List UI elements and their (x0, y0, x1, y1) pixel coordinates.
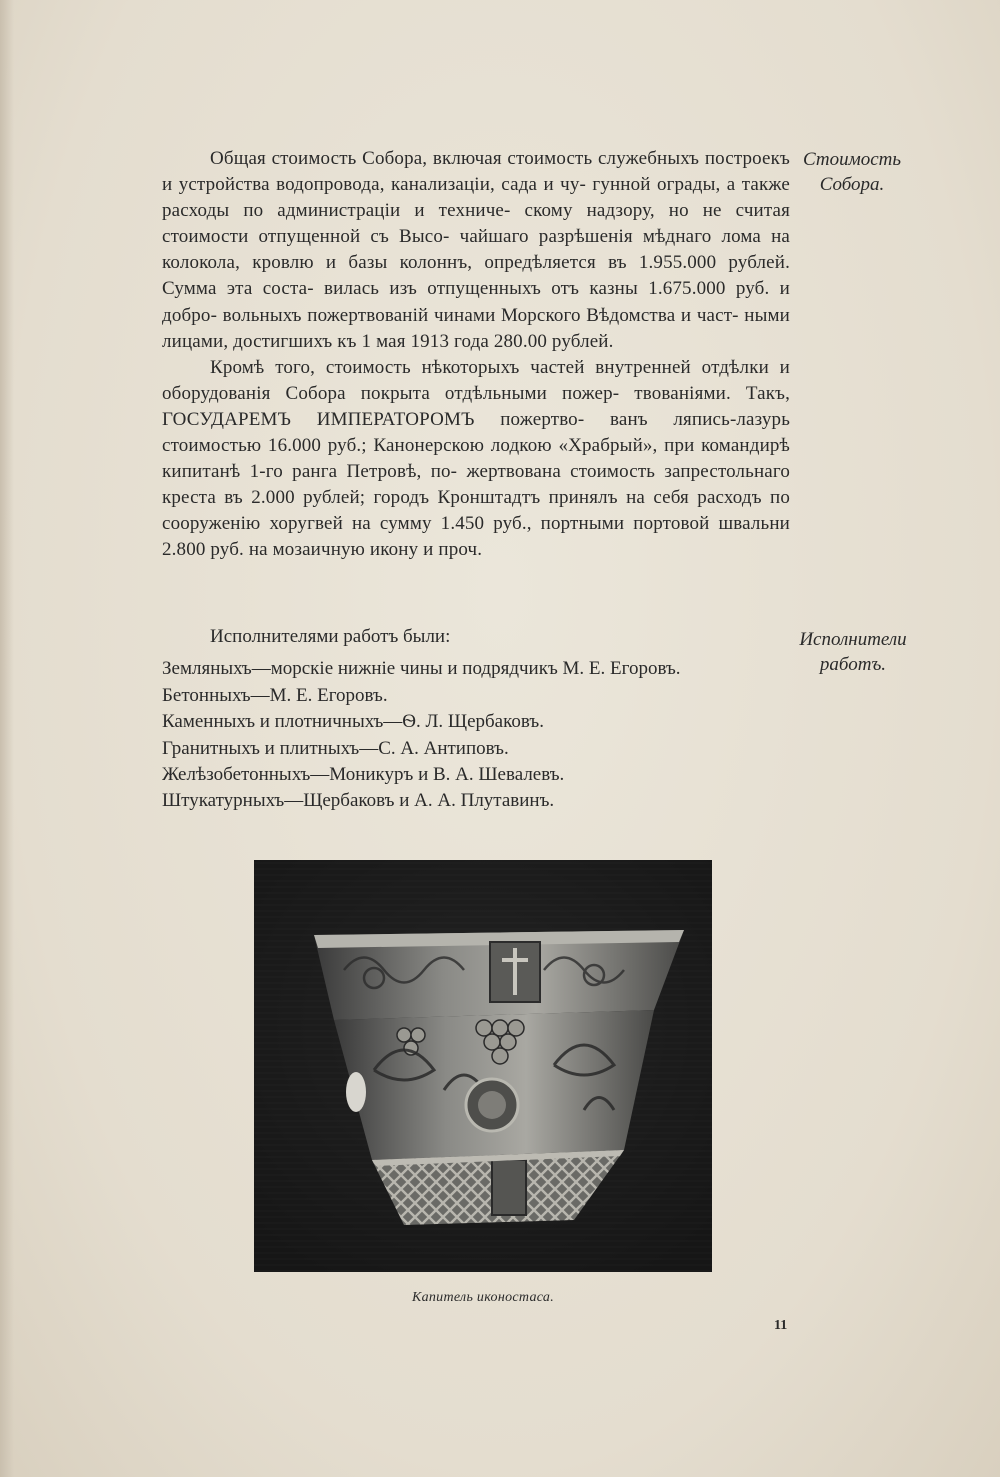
text-line: гунной ограды, а также расходы по администраціи и техниче- (162, 174, 790, 222)
page-edge-shadow (0, 0, 14, 1477)
margin-note-line: Собора. (819, 174, 885, 195)
text-line: хоругвей на сумму 1.450 руб., портными портовой швальни (269, 513, 790, 535)
worker-row: Гранитныхъ и плитныхъ—С. А. Антиповъ. (162, 737, 509, 759)
worker-row: Бетонныхъ—М. Е. Егоровъ. (162, 684, 388, 706)
text-line: вольныхъ пожертвованій чинами Морского Вѣдомства и част- (222, 304, 739, 326)
paragraph-cost (162, 146, 790, 355)
worker-row: Каменныхъ и плотничныхъ—Ѳ. Л. Щербаковъ. (162, 711, 544, 733)
text-line: ными лицами, достигшихъ къ 1 мая 1913 года 280.00 рублей. (162, 304, 790, 352)
capital-illustration (254, 860, 712, 1272)
worker-row: Штукатурныхъ—Щербаковъ и А. А. Плутавинъ. (162, 790, 555, 812)
figure-caption: Капитель иконостаса. (411, 1290, 555, 1305)
text-line: вилась изъ отпущенныхъ отъ казны 1.675.000 руб. и добро- (162, 278, 790, 326)
margin-note-line: Стоимость (802, 149, 902, 170)
text-line: ванъ ляпись-лазурь стоимостью 16.000 руб.; Канонерскою лодкою (162, 408, 791, 457)
worker-row: Желѣзобетонныхъ—Моникуръ и В. А. Шевалевъ. (162, 764, 565, 786)
margin-note-line: работъ. (819, 654, 887, 675)
worker-row: Земляныхъ—морскіе нижніе чины и подрядчикъ М. Е. Егоровъ. (162, 658, 681, 680)
margin-note-line: Исполнители (799, 629, 907, 650)
workers-intro: Исполнителями работъ были: (210, 626, 451, 647)
text-line: чайшаго разрѣшенія мѣднаго лома на колокола, кровлю и базы (162, 226, 791, 274)
paragraph-donations (162, 355, 790, 564)
text-line: скому надзору, но не считая стоимости отпущенной съ Высо- (162, 200, 791, 248)
text-line: колоннъ, опредѣляется въ 1.955.000 рублей. Сумма эта соста- (162, 252, 790, 300)
capital-photo (254, 860, 712, 1272)
page-number: 11 (774, 1318, 788, 1333)
text-line: «Храбрый», при командирѣ кипитанѣ 1-го ранга Петровѣ, по- (162, 435, 791, 483)
main-text (162, 146, 790, 564)
text-line: твованіями. Такъ, ГОСУДАРЕМЪ ИМПЕРАТОРОМЪ пожертво- (162, 382, 790, 430)
text-line: Кромѣ того, стоимость нѣкоторыхъ частей внутренней (210, 356, 691, 378)
text-line: отдѣлки и оборудованія Собора покрыта отдѣльными пожер- (162, 356, 791, 404)
text-line: городъ Кронштадтъ принялъ на себя расходъ по сооруженію (162, 487, 790, 535)
text-line: 2.800 руб. на мозаичную икону и проч. (162, 539, 483, 561)
text-line: Общая стоимость Собора, включая стоимость служебныхъ (210, 148, 700, 169)
text-line: жертвована стоимость запрестольнаго креста въ 2.000 рублей; (162, 461, 791, 509)
workers-list (162, 624, 802, 815)
margin-note-cost (792, 147, 912, 197)
margin-note-executors (786, 627, 920, 677)
text-line: построекъ и устройства водопровода, канализаціи, сада и чу- (162, 148, 790, 196)
